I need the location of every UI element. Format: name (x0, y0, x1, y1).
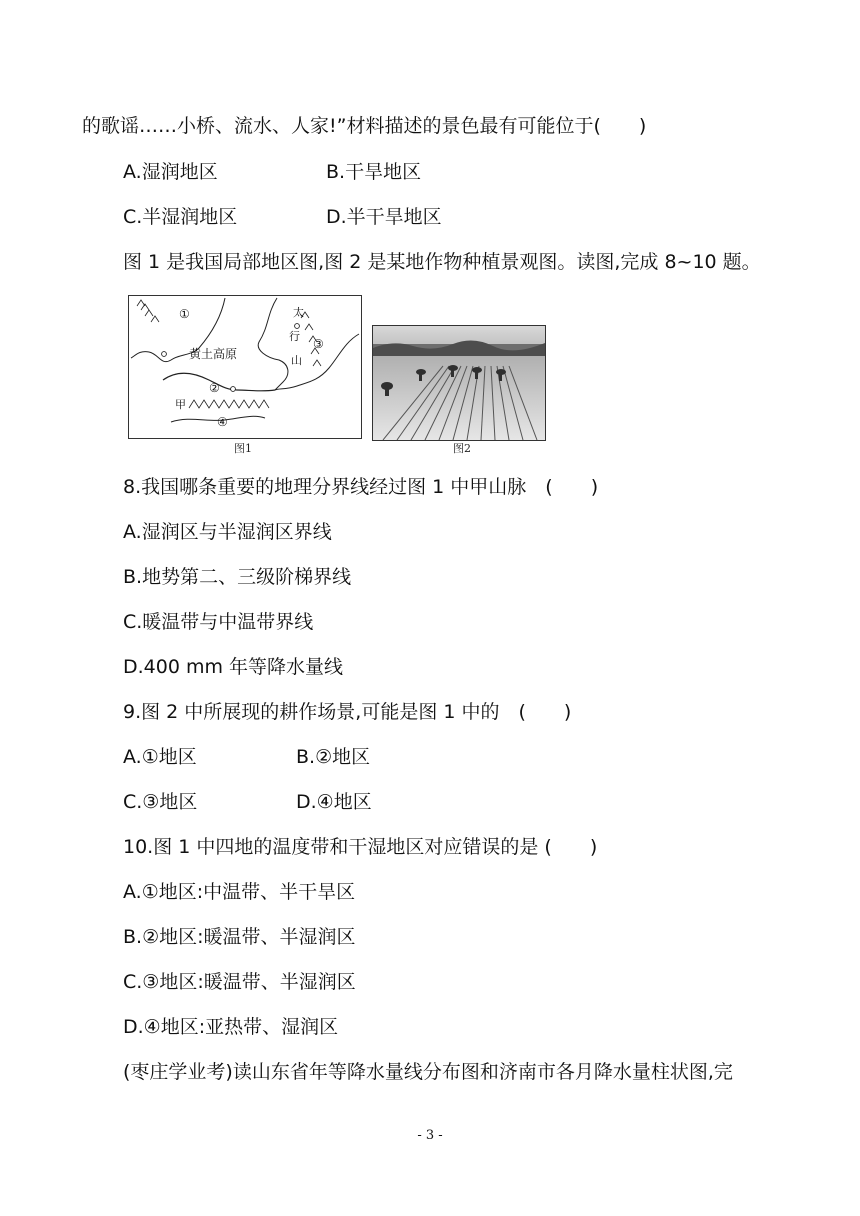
question-7-stem-end: 的歌谣……小桥、流水、人家!”材料描述的景色最有可能位于( ) (82, 115, 647, 137)
question-10: 10.图 1 中四地的温度带和干湿地区对应错误的是 ( ) (123, 836, 598, 858)
taihang-label-2: 行 (289, 330, 300, 343)
q8-option-a: A.湿润区与半湿润区界线 (123, 521, 332, 543)
q8-option-d: D.400 mm 年等降水量线 (123, 656, 344, 678)
jia-label: 甲 (175, 398, 186, 411)
page-number: - 3 - (417, 1128, 443, 1143)
q8-option-c: C.暖温带与中温带界线 (123, 611, 314, 633)
rice-field-photo (373, 326, 545, 440)
q7-option-a: A.湿润地区 (123, 161, 218, 183)
figure-intro: 图 1 是我国局部地区图,图 2 是某地作物种植景观图。读图,完成 8~10 题。 (123, 251, 761, 273)
taihang-label-3: 山 (291, 354, 302, 367)
question-9: 9.图 2 中所展现的耕作场景,可能是图 1 中的 ( ) (123, 701, 572, 723)
q10-option-b: B.②地区:暖温带、半湿润区 (123, 926, 356, 948)
q10-option-c: C.③地区:暖温带、半湿润区 (123, 971, 356, 993)
figure-1-map (128, 295, 362, 439)
loess-plateau-label: 黄土高原 (189, 347, 238, 361)
q9-option-b: B.②地区 (296, 746, 371, 768)
q7-option-b: B.干旱地区 (326, 161, 422, 183)
q8-option-b: B.地势第二、三级阶梯界线 (123, 566, 352, 588)
q7-option-c: C.半湿润地区 (123, 206, 238, 228)
region-mark-3: ③ (313, 337, 324, 351)
region-mark-1: ① (179, 307, 190, 321)
q9-option-c: C.③地区 (123, 791, 198, 813)
figure-1-caption: 图1 (234, 442, 252, 455)
next-question-intro: (枣庄学业考)读山东省年等降水量线分布图和济南市各月降水量柱状图,完 (123, 1061, 733, 1083)
figure-2-caption: 图2 (453, 442, 471, 455)
map-drawing (129, 296, 361, 438)
taihang-label-1: 太 (293, 306, 304, 319)
figure-2-photo (372, 325, 546, 441)
region-mark-2: ② (209, 381, 220, 395)
q9-option-a: A.①地区 (123, 746, 197, 768)
q7-option-d: D.半干旱地区 (326, 206, 442, 228)
region-mark-4: ④ (217, 415, 228, 429)
question-8: 8.我国哪条重要的地理分界线经过图 1 中甲山脉 ( ) (123, 476, 599, 498)
q10-option-a: A.①地区:中温带、半干旱区 (123, 881, 356, 903)
q9-option-d: D.④地区 (296, 791, 372, 813)
q10-option-d: D.④地区:亚热带、湿润区 (123, 1016, 339, 1038)
